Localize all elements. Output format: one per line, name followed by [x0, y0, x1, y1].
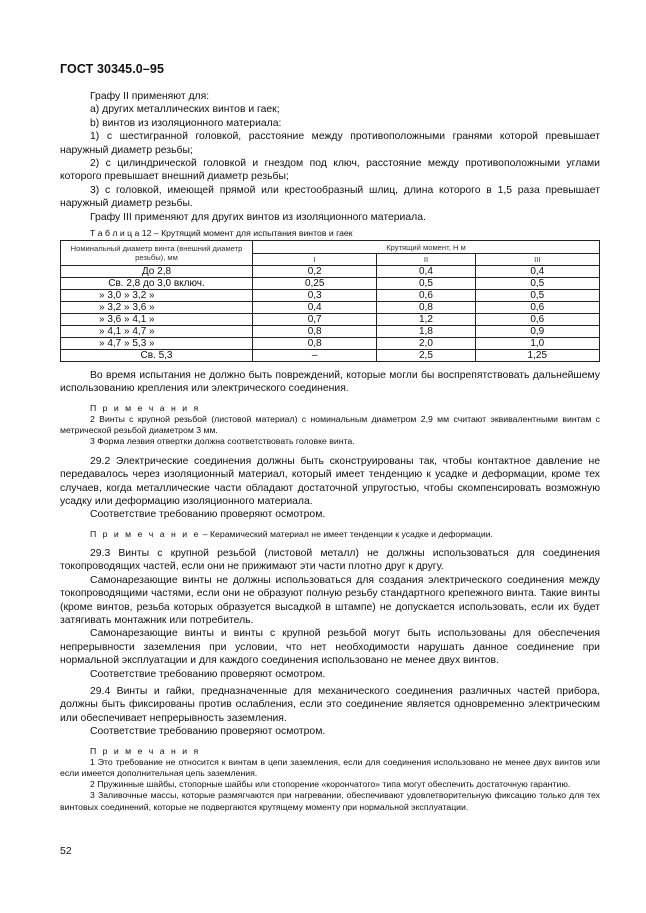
document-body	[60, 90, 600, 813]
cell-torque-i: 0,4	[253, 302, 377, 314]
cell-torque-i: 0,3	[253, 290, 377, 302]
note-item: 1 Это требование не относится к винтам в цепи заземления, если для соединения использовано не менее двух винтов или если имеется дополнительная цепь заземления.	[60, 756, 600, 779]
paragraph: Самонарезающие винты не должны использоваться для создания электрического соединения между токопроводящими частями, если они не образуют полную резьбу стандартного крепежного винта. Такие винты (кроме винтов, резьба которых образуется высадкой в штампе) не допускается использовать, если их будет затягивать монтажник или потребитель.	[60, 574, 600, 626]
cell-torque-ii: 2,5	[377, 350, 475, 362]
document-header-title: ГОСТ 30345.0–95	[60, 62, 165, 76]
table-row	[61, 302, 600, 314]
cell-diameter: Св. 2,8 до 3,0 включ.	[61, 278, 253, 290]
torque-table	[60, 240, 600, 362]
cell-torque-i: 0,8	[253, 338, 377, 350]
table-row	[61, 278, 600, 290]
cell-torque-iii: 0,6	[475, 314, 599, 326]
table-row	[61, 350, 600, 362]
paragraph: Соответствие требованию проверяют осмотром.	[90, 668, 326, 680]
cell-torque-i: 0,2	[253, 266, 377, 278]
note-item: 2 Винты с крупной резьбой (листовой материал) с номинальным диаметром 2,9 мм считают эквивалентными винтам с метрической резьбой диаметром 3 мм.	[60, 414, 600, 436]
intro-list-item: b) винтов из изоляционного материала:	[90, 117, 282, 129]
header-diameter: Номинальный диаметр винта (внешний диаметр резьбы), мм	[61, 241, 253, 266]
header-col-i: I	[253, 254, 377, 266]
cell-torque-i: –	[253, 350, 377, 362]
intro-list-item: 1) с шестигранной головкой, расстояние между противоположными гранями которой превышает наружный диаметр резьбы;	[60, 131, 600, 156]
cell-torque-iii: 1,25	[475, 350, 599, 362]
intro-paragraph: Графу II применяют для:	[90, 91, 210, 102]
table-caption-label: Т а б л и ц а	[90, 228, 140, 239]
cell-torque-ii: 0,6	[377, 290, 475, 302]
notes-block	[60, 746, 600, 813]
section-29-4-paragraph: 29.4 Винты и гайки, предназначенные для механического соединения различных частей прибора, должны быть фиксированы против ослабления, если это соединение является одновременно электрическим или обеспечивает непрерывность заземления.	[60, 685, 600, 724]
section-29-3-paragraph: 29.3 Винты с крупной резьбой (листовой металл) не должны использоваться для соединения токопроводящих частей, если они не прижимают эти части плотно друг к другу.	[60, 547, 600, 573]
notes-label: П р и м е ч а н и я	[90, 402, 201, 413]
cell-diameter: » 3,6 » 4,1 »	[61, 314, 253, 326]
page-number: 52	[60, 845, 72, 857]
cell-torque-iii: 0,6	[475, 302, 599, 314]
cell-diameter: » 4,7 » 5,3 »	[61, 338, 253, 350]
intro-list-item: 2) с цилиндрической головкой и гнездом под ключ, расстояние между противоположными углами которого превышает внешний диаметр резьбы;	[60, 158, 600, 183]
cell-torque-iii: 0,5	[475, 290, 599, 302]
cell-diameter: » 3,2 » 3,6 »	[61, 302, 253, 314]
intro-paragraph: Графу III применяют для других винтов из изоляционного материала.	[90, 211, 426, 223]
table-caption	[60, 227, 600, 239]
paragraph: Самонарезающие винты и винты с крупной резьбой могут быть использованы для обеспечения непрерывности заземления при условии, что нет необходимости нарушать данное соединение при нормальной эксплуатации и для каждого соединения использовано не менее двух винтов.	[60, 628, 600, 667]
cell-torque-iii: 0,4	[475, 266, 599, 278]
cell-diameter: Св. 5,3	[61, 350, 253, 362]
cell-torque-ii: 1,8	[377, 326, 475, 338]
cell-torque-ii: 0,5	[377, 278, 475, 290]
cell-torque-ii: 2,0	[377, 338, 475, 350]
table-row	[61, 338, 600, 350]
table-caption-text: 12 – Крутящий момент для испытания винтов и гаек	[141, 228, 353, 239]
table-row	[61, 326, 600, 338]
intro-list-item: 3) с головкой, имеющей прямой или крестообразный шлиц, длина которого в 1,5 раза превышает наружный диаметр резьбы.	[60, 184, 600, 210]
note-line	[60, 529, 600, 540]
notes-block	[60, 403, 600, 448]
header-torque: Крутящий момент, Н м	[253, 241, 600, 254]
cell-torque-i: 0,7	[253, 314, 377, 326]
cell-diameter: » 3,0 » 3,2 »	[61, 290, 253, 302]
cell-torque-ii: 0,4	[377, 266, 475, 278]
note-item: 3 Форма лезвия отвертки должна соответствовать головке винта.	[90, 436, 355, 447]
cell-torque-i: 0,25	[253, 278, 377, 290]
cell-torque-iii: 0,5	[475, 278, 599, 290]
section-29-2-paragraph: 29.2 Электрические соединения должны быть сконструированы так, чтобы контактное давление не передавалось через изоляционный материал, который имеет тенденцию к усадке и деформации, кроме тех случаев, когда металлические части обладают достаточной упругостью, чтобы скомпенсировать возможную усадку или деформацию изоляционного материала.	[60, 455, 600, 507]
table-row	[61, 266, 600, 278]
header-col-ii: II	[377, 254, 475, 266]
note-label: П р и м е ч а н и е	[90, 528, 201, 539]
cell-diameter: » 4,1 » 4,7 »	[61, 326, 253, 338]
paragraph: Соответствие требованию проверяют осмотром.	[90, 726, 326, 738]
table-header-row	[61, 241, 600, 254]
cell-torque-ii: 0,8	[377, 302, 475, 314]
cell-torque-ii: 1,2	[377, 314, 475, 326]
note-block	[60, 529, 600, 540]
note-item: 3 Заливочные массы, которые размягчаются при нагревании, обеспечивают удовлетворительную фиксацию только для тех винтовых соединений, которые не подвергаются крутящему моменту при нормальной эксплуатации.	[60, 790, 600, 812]
note-item: 2 Пружинные шайбы, стопорные шайбы или стопорение «корончатого» типа могут обеспечить достаточную гарантию.	[90, 779, 571, 790]
table-row	[61, 314, 600, 326]
cell-torque-iii: 0,9	[475, 326, 599, 338]
note-text: – Керамический материал не имеет тенденции к усадке и деформации.	[202, 528, 493, 539]
cell-diameter: До 2,8	[61, 266, 253, 278]
cell-torque-iii: 1,0	[475, 338, 599, 350]
notes-label: П р и м е ч а н и я	[90, 745, 201, 756]
intro-list-item: a) других металлических винтов и гаек;	[90, 104, 280, 116]
header-col-iii: III	[475, 254, 599, 266]
paragraph: Во время испытания не должно быть повреждений, которые могли бы воспрепятствовать дальнейшему использованию крепления или электрического соединения.	[60, 370, 600, 395]
table-row	[61, 290, 600, 302]
paragraph: Соответствие требованию проверяют осмотром.	[90, 509, 326, 521]
cell-torque-i: 0,8	[253, 326, 377, 338]
